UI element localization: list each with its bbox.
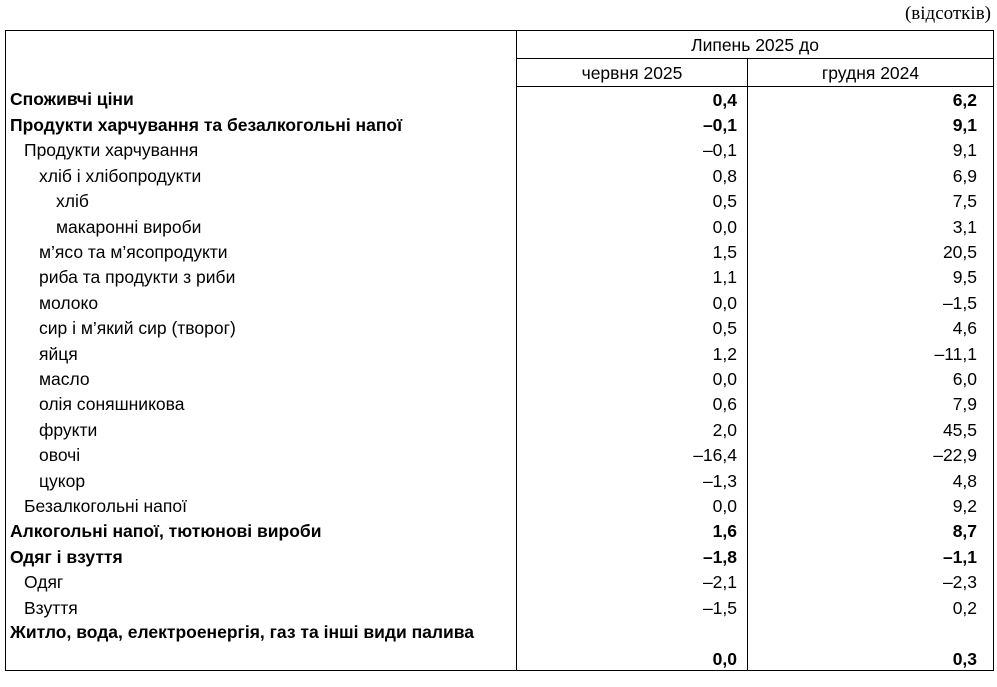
row-value-b: 20,5 — [942, 242, 978, 263]
row-value-b: 6,2 — [952, 89, 978, 110]
table-row — [6, 138, 994, 163]
row-label: Одяг і взуття — [6, 544, 517, 569]
row-value-a: 1,1 — [517, 265, 748, 290]
table-row — [6, 595, 994, 620]
table-row — [6, 265, 994, 290]
row-value-b: 9,1 — [952, 140, 978, 161]
table-row — [6, 163, 994, 188]
row-label: Продукти харчування та безалкогольні напої — [6, 112, 517, 137]
row-label: Споживчі ціни — [6, 87, 517, 113]
table-row — [6, 112, 994, 137]
row-value-a: –2,1 — [517, 569, 748, 594]
row-value-b: 9,5 — [952, 267, 978, 288]
table-row — [6, 290, 994, 315]
row-label: м’ясо та м’ясопродукти — [6, 239, 517, 264]
row-value-b: 7,9 — [952, 394, 978, 415]
row-value-b: –11,1 — [934, 343, 978, 364]
row-value-b: 4,6 — [952, 318, 978, 339]
row-value-a: 0,0 — [517, 214, 748, 239]
header-col-a: червня 2025 — [517, 59, 748, 87]
row-value-b: 45,5 — [942, 419, 978, 440]
table-row — [6, 316, 994, 341]
row-value-a: 0,6 — [517, 392, 748, 417]
row-label: Одяг — [6, 569, 517, 594]
row-value-b: 7,5 — [952, 191, 978, 212]
row-value-a: 0,0 — [517, 290, 748, 315]
row-value-a: 2,0 — [517, 417, 748, 442]
row-label: цукор — [6, 468, 517, 493]
cpi-table — [5, 30, 994, 671]
row-label: сир і м’який сир (творог) — [6, 316, 517, 341]
table-row — [6, 493, 994, 518]
row-label: яйця — [6, 341, 517, 366]
row-value-b: –2,3 — [942, 572, 978, 593]
row-value-b: –1,1 — [942, 546, 978, 567]
row-value-a: 0,0 — [517, 493, 748, 518]
row-value-a: 0,5 — [517, 316, 748, 341]
row-value-a: 1,5 — [517, 239, 748, 264]
row-value-b: 4,8 — [952, 470, 978, 491]
row-label: овочі — [6, 442, 517, 467]
unit-note: (відсотків) — [904, 3, 991, 24]
table-row — [6, 87, 994, 113]
row-label: Взуття — [6, 595, 517, 620]
row-value-b: 9,1 — [952, 115, 978, 136]
row-value-b: –1,5 — [942, 292, 978, 313]
row-label: Алкогольні напої, тютюнові вироби — [6, 519, 517, 544]
row-value-a: 0,8 — [517, 163, 748, 188]
table-row — [6, 341, 994, 366]
row-value-b: 6,9 — [952, 165, 978, 186]
row-value-a: 1,6 — [517, 519, 748, 544]
row-value-a: 0,0 — [517, 366, 748, 391]
row-value-a: 0,5 — [517, 189, 748, 214]
row-label: масло — [6, 366, 517, 391]
row-value-b: 9,2 — [952, 495, 978, 516]
row-value-a: 0,4 — [517, 87, 748, 113]
row-value-a: –0,1 — [517, 138, 748, 163]
row-label: риба та продукти з риби — [6, 265, 517, 290]
row-value-b: 0,2 — [952, 597, 978, 618]
row-value-a: –0,1 — [517, 112, 748, 137]
table-row — [6, 392, 994, 417]
row-value-a: 0,0 — [517, 620, 748, 671]
row-label: хліб і хлібопродукти — [6, 163, 517, 188]
table-row — [6, 442, 994, 467]
row-value-a: –16,4 — [517, 442, 748, 467]
table-row — [6, 239, 994, 264]
row-value-b: –22,9 — [933, 445, 978, 466]
table-row — [6, 620, 994, 671]
header-period: Липень 2025 до — [691, 34, 819, 55]
header-blank-cell — [6, 31, 517, 87]
table-row — [6, 468, 994, 493]
row-value-a: –1,3 — [517, 468, 748, 493]
row-label: олія соняшникова — [6, 392, 517, 417]
row-label: Продукти харчування — [6, 138, 517, 163]
row-value-a: –1,5 — [517, 595, 748, 620]
row-value-b: 0,3 — [952, 649, 978, 670]
table-row — [6, 519, 994, 544]
row-value-a: 1,2 — [517, 341, 748, 366]
row-value-b: 3,1 — [952, 216, 978, 237]
row-label: хліб — [6, 189, 517, 214]
table-row — [6, 189, 994, 214]
row-label: фрукти — [6, 417, 517, 442]
row-label: молоко — [6, 290, 517, 315]
row-label: макаронні вироби — [6, 214, 517, 239]
header-col-b: грудня 2024 — [748, 59, 994, 87]
row-label: Житло, вода, електроенергія, газ та інші види палива — [6, 620, 517, 671]
row-value-a: –1,8 — [517, 544, 748, 569]
table-row — [6, 417, 994, 442]
table-row — [6, 544, 994, 569]
table-row — [6, 366, 994, 391]
row-value-b: 8,7 — [952, 521, 978, 542]
row-value-b: 6,0 — [952, 368, 978, 389]
table-row — [6, 214, 994, 239]
row-label: Безалкогольні напої — [6, 493, 517, 518]
table-row — [6, 569, 994, 594]
